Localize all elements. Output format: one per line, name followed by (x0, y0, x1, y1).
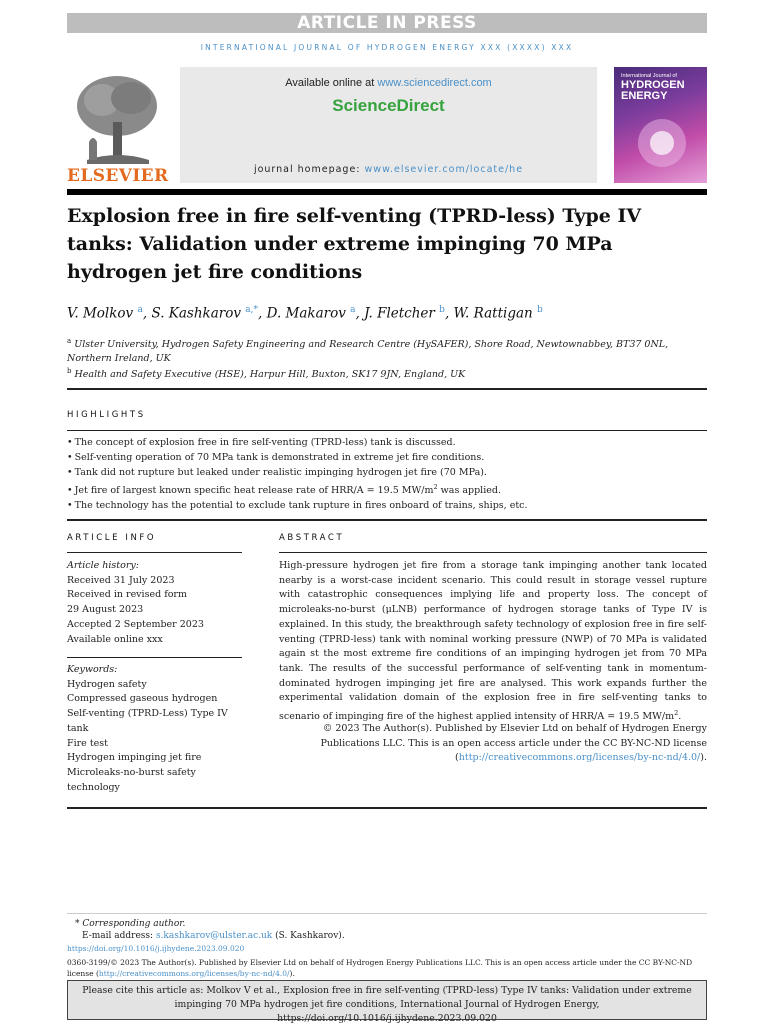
sciencedirect-logo: ScienceDirect (332, 96, 445, 115)
author-affiliation-mark[interactable]: a (350, 305, 356, 315)
author-affiliation-mark[interactable]: a (137, 305, 143, 315)
doi-line (67, 943, 707, 954)
rights-end: ). (289, 969, 295, 978)
rights-text: 0360-3199/© 2023 The Author(s). Published by Elsevier Ltd on behalf of Hydrogen Energy Publications LLC. This is an open access article under the CC BY-NC-ND license ( (67, 958, 693, 978)
citation-box: Please cite this article as: Molkov V et al., Explosion free in fire self-venting (TPRD-less) Type IV tanks: Validation under extreme impinging 70 MPa hydrogen jet fire conditions, International Journal of Hydrogen Energy, https://doi.org/10.1016/j.ijhydene.2023.09.020 (67, 980, 707, 1020)
email-who: (S. Kashkarov). (272, 931, 345, 941)
abstract-end: . (678, 711, 682, 723)
email-link[interactable]: s.kashkarov@ulster.ac.uk (155, 931, 273, 941)
history-item: Received in revised form (67, 589, 187, 601)
email-note (82, 930, 722, 942)
journal-homepage (180, 164, 597, 175)
keyword: technology (67, 781, 120, 793)
abstract-body: High-pressure hydrogen jet fire from a storage tank impinging another tank located nearby is a worst-case incident scenario. This could result in storage vessel rupture with catastrophic consequences implying life and property loss. The concept of microleaks-no-burst (μLNB) performance of hydrogen storage tanks of Type IV is explained. In this study, the breakthrough safety technology of explosion free in fire self-venting (TPRD-less) tank with nominal working pressure (NWP) of 70 MPa is validated again st the most extreme fire conditions of an impinging hydrogen jet from 70 MPa tank. The results of the successful performance of self-venting tank in momentum-dominated hydrogen impinging jet fire are analysed. This work expands further the experimental validation domain of the explosion free in fire self-venting tanks to scenario of impinging fire of the highest applied intensity of HRR/A = 19.5 MW/m (279, 560, 707, 723)
article-info-rule (67, 552, 242, 553)
homepage-prefix: journal homepage: (253, 164, 365, 175)
highlight-item: • Tank did not rupture but leaked under realistic impinging hydrogen jet fire (70 MPa). (67, 465, 707, 480)
affiliation-mark: a (67, 337, 72, 345)
highlight-superscript: 2 (433, 483, 438, 491)
highlights-rule (67, 430, 707, 431)
history-label: Article history: (67, 560, 139, 571)
affiliation-mark: b (67, 367, 72, 375)
history-item: Available online xxx (67, 633, 163, 645)
sciencedirect-link[interactable]: www.sciencedirect.com (377, 77, 492, 89)
cover-art (632, 115, 692, 170)
highlight-item-suffix: was applied. (437, 485, 501, 497)
homepage-link[interactable]: www.elsevier.com/locate/he (364, 164, 524, 175)
author-affiliation-mark[interactable]: b (537, 305, 543, 315)
license-link[interactable]: http://creativecommons.org/licenses/by-nc-nd/4.0/ (458, 752, 701, 764)
header-rule (67, 189, 707, 195)
article-history (67, 559, 242, 647)
affiliation-b (67, 364, 707, 382)
highlight-item-4 (67, 480, 707, 498)
abstract-copyright (279, 722, 707, 766)
history-item: 29 August 2023 (67, 604, 144, 616)
article-in-press-banner: ARTICLE IN PRESS (67, 13, 707, 33)
rights-line (67, 957, 707, 979)
keyword: tank (67, 722, 89, 734)
affiliation-text: Health and Safety Executive (HSE), Harpur Hill, Buxton, SK17 9JN, England, UK (74, 369, 466, 381)
history-item: Accepted 2 September 2023 (67, 618, 204, 630)
keyword: Hydrogen impinging jet fire (67, 752, 202, 764)
highlight-item: • The technology has the potential to exclude tank rupture in fires onboard of trains, ships, etc. (67, 498, 707, 513)
corresponding-text: * Corresponding author. (75, 919, 186, 929)
abstract-rule (279, 552, 707, 553)
copyright-end: ). (700, 752, 707, 764)
highlights-label: HIGHLIGHTS (67, 410, 146, 420)
keywords-block (67, 663, 242, 795)
keywords-label: Keywords: (67, 664, 118, 675)
abstract-superscript: 2 (674, 709, 679, 718)
author-name[interactable]: S. Kashkarov (151, 305, 241, 322)
author-list: V. Molkov $^a$, S. Kashkarov $^{a,*}$, D. Makarov $^a$, J. Fletcher $^b$, W. Rattigan $^b$ (67, 305, 543, 322)
corresponding-author-note (75, 918, 715, 930)
keyword: Microleaks-no-burst safety (67, 766, 196, 778)
keyword: Fire test (67, 737, 108, 749)
article-title: Explosion free in fire self-venting (TPRD-less) Type IV tanks: Validation under extreme impinging 70 MPa hydrogen jet fire conditions (67, 205, 642, 283)
doi-link[interactable]: https://doi.org/10.1016/j.ijhydene.2023.09.020 (67, 944, 245, 953)
section-rule (67, 807, 707, 809)
keyword: Self-venting (TPRD-Less) Type IV (67, 708, 228, 720)
highlights-list (67, 435, 707, 513)
affiliation-a (67, 334, 707, 366)
available-online (180, 77, 597, 89)
article-info-label: ARTICLE INFO (67, 533, 157, 543)
abstract-text (279, 559, 707, 725)
highlight-item-text: Jet fire of largest known specific heat release rate of HRR/A = 19.5 MW/m (74, 485, 434, 497)
available-prefix: Available online at (285, 77, 378, 89)
journal-running-head: INTERNATIONAL JOURNAL OF HYDROGEN ENERGY XXX (XXXX) XXX (200, 43, 574, 52)
history-item: Received 31 July 2023 (67, 574, 175, 586)
affiliation-text: Ulster University, Hydrogen Safety Engineering and Research Centre (HySAFER), Shore Road, Newtownabbey, BT37 0NL, Northern Ireland, UK (67, 339, 669, 365)
copyright-text: © 2023 The Author(s). Published by Elsevier Ltd on behalf of Hydrogen Energy Publications LLC. This is an open access article under the CC BY-NC-ND license ( (320, 723, 707, 764)
author-name[interactable]: J. Fletcher (364, 305, 435, 322)
author-affiliation-mark[interactable]: a,* (245, 305, 259, 315)
keyword: Compressed gaseous hydrogen (67, 693, 218, 705)
section-rule (67, 519, 707, 521)
highlight-item: • The concept of explosion free in fire self-venting (TPRD-less) tank is discussed. (67, 435, 707, 450)
author-affiliation-mark[interactable]: b (439, 305, 445, 315)
email-label: E-mail address: (82, 931, 156, 941)
cover-journal-name-1: HYDROGEN (621, 79, 685, 91)
keywords-rule (67, 657, 242, 658)
elsevier-logo-word: ELSEVIER (67, 166, 169, 186)
cover-journal-name-2: ENERGY (621, 90, 668, 102)
footnote-rule (67, 913, 707, 914)
cover-journal-top: International Journal of (621, 73, 677, 79)
author-name[interactable]: D. Makarov (266, 305, 346, 322)
section-rule (67, 388, 707, 390)
keyword: Hydrogen safety (67, 678, 147, 690)
author-name[interactable]: V. Molkov (67, 305, 134, 322)
highlight-item: • Self-venting operation of 70 MPa tank is demonstrated in extreme jet fire conditions. (67, 450, 707, 465)
rights-license-link[interactable]: http://creativecommons.org/licenses/by-nc-nd/4.0/ (98, 969, 290, 978)
abstract-label: ABSTRACT (279, 533, 345, 543)
journal-cover (614, 67, 707, 183)
author-name[interactable]: W. Rattigan (453, 305, 533, 322)
